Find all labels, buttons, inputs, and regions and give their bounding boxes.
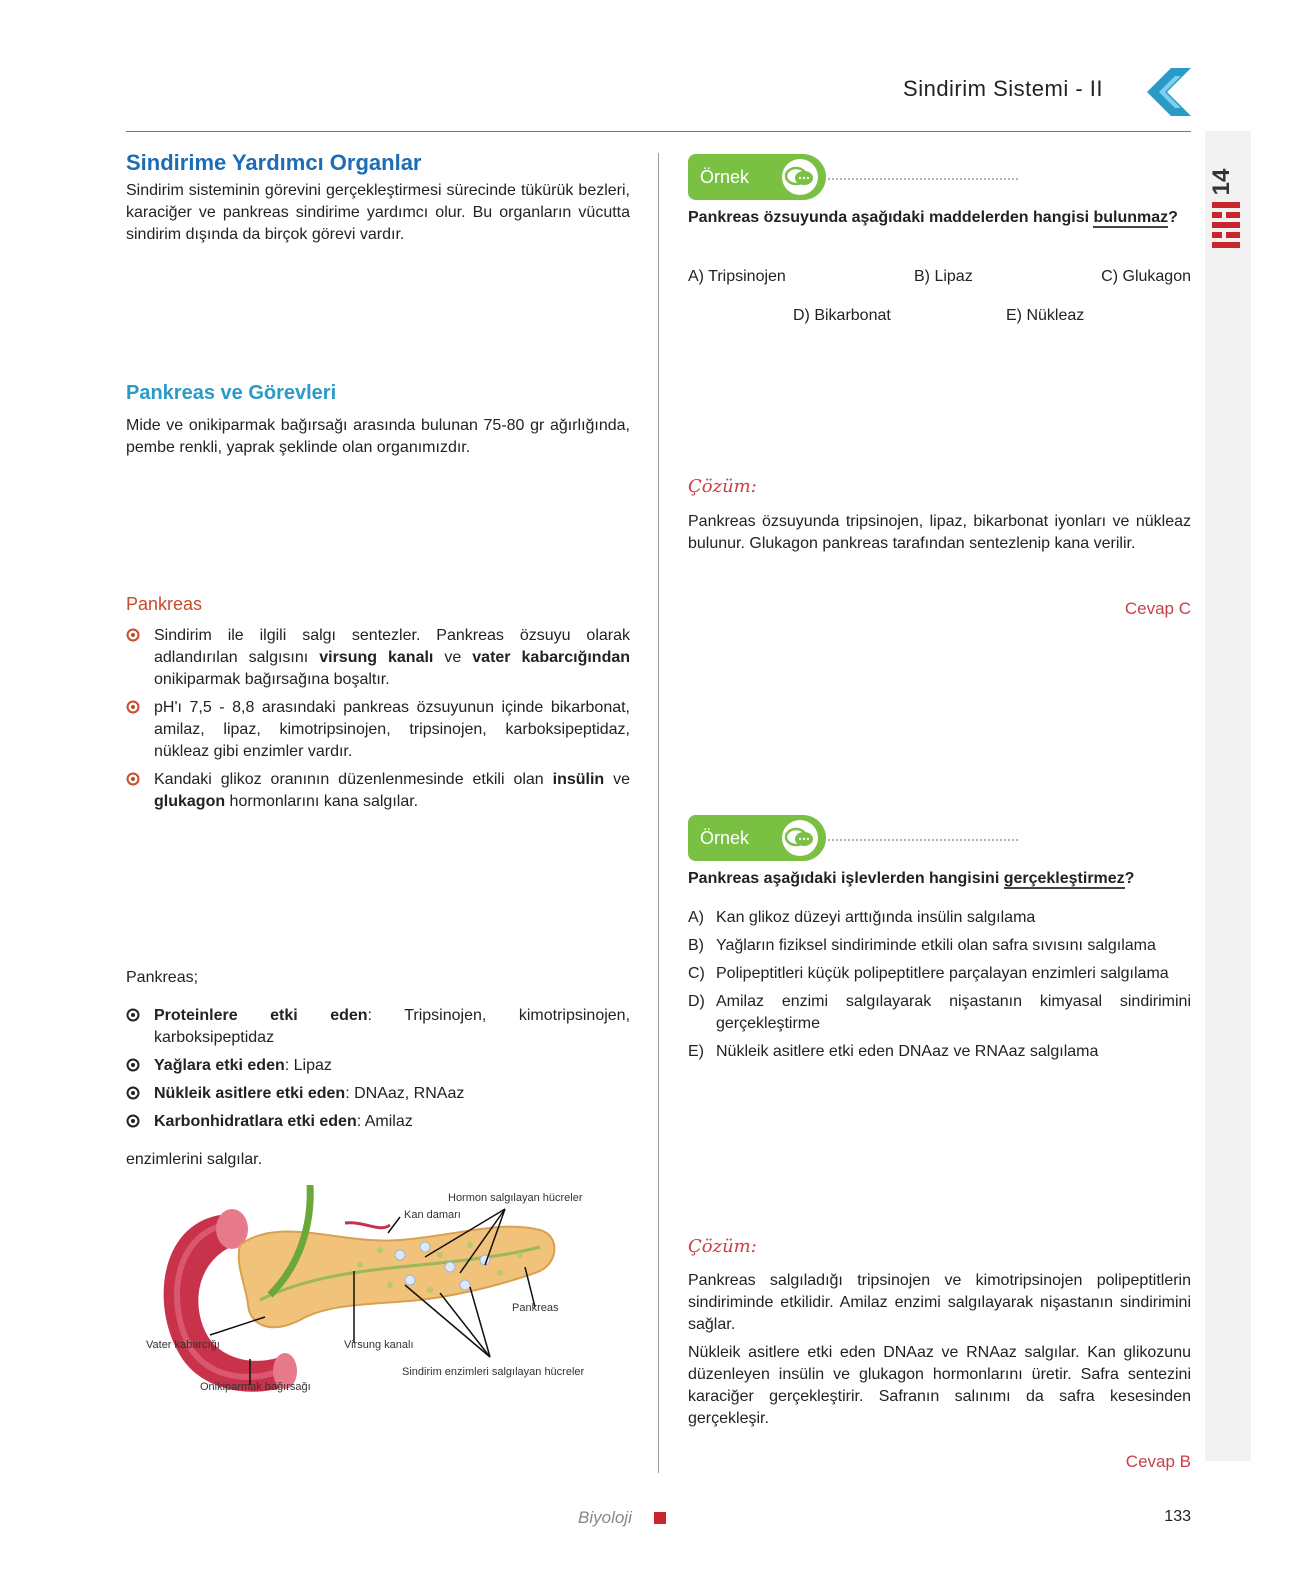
option-b: B) Lipaz — [914, 268, 973, 285]
enzyme-names: : Lipaz — [284, 1057, 332, 1074]
label-enzyme-cells: Sindirim enzimleri salgılayan hücreler — [402, 1366, 585, 1378]
section-title: Pankreas ve Görevleri — [126, 382, 337, 404]
svg-text:14: 14 — [1208, 168, 1235, 196]
example1-question — [688, 207, 1191, 229]
badge-label: Örnek — [700, 828, 750, 848]
solution-text: Nükleik asitlere etki eden DNAaz ve RNAaz salgılar. Kan glikozunu düzenleyen insülin ve glukagon hormonlarını üretir. Safra sentezini karaciğer gerçekleştirir. Safranın salınımı da safra kesesinden gerçekleşir. — [688, 1344, 1191, 1427]
list-item — [126, 697, 630, 763]
column-divider — [658, 153, 659, 1473]
section-title: Pankreas — [126, 594, 203, 614]
bold-term: vater kabarcığından — [472, 649, 631, 666]
option-item — [688, 935, 1191, 957]
option-item — [688, 907, 1191, 929]
question-text: Pankreas özsuyunda aşağıdaki maddelerden hangisi — [688, 209, 1094, 226]
example2-question — [688, 868, 1191, 890]
chat-bubbles-icon — [780, 158, 820, 196]
target-bullet-icon — [126, 1008, 140, 1022]
answer-label: Cevap C — [1124, 599, 1191, 618]
outro-text: enzimlerini salgılar. — [126, 1151, 263, 1168]
list-item — [126, 625, 630, 691]
chevron-left-icon — [1147, 68, 1191, 116]
dotted-rule — [828, 178, 1018, 180]
option-key: B) — [688, 937, 704, 954]
label-blood-vessel: Kan damarı — [404, 1209, 461, 1221]
bold-term: glukagon — [154, 793, 226, 810]
option-item — [688, 991, 1191, 1035]
target-bullet-icon — [126, 772, 140, 786]
footer-square — [654, 1512, 666, 1524]
example-badge — [688, 815, 828, 861]
text: pH'ı 7,5 - 8,8 arasındaki pankreas özsuyunun içinde bikarbonat, amilaz, lipaz, kimotripsinojen, tripsinojen, karboksipeptidaz, nükleaz gibi enzimler vardır. — [154, 699, 630, 760]
target-bullet-icon — [126, 700, 140, 714]
target-bullet-icon — [126, 1086, 140, 1100]
option-d: D) Bikarbonat — [793, 307, 891, 324]
label-pancreas: Pankreas — [512, 1302, 559, 1314]
question-keyword: bulunmaz — [1093, 209, 1169, 226]
list-item — [126, 1083, 630, 1105]
option-key: D) — [688, 993, 705, 1010]
pancreas-figure — [140, 1185, 620, 1425]
list-item — [126, 1111, 630, 1133]
page-number: 133 — [1164, 1508, 1191, 1525]
paragraph: Mide ve onikiparmak bağırsağı arasında bulunan 75-80 gr ağırlığında, pembe renkli, yaprak şeklinde olan organımızdır. — [126, 417, 630, 456]
enzyme-list — [126, 1005, 630, 1133]
target-bullet-icon — [126, 1058, 140, 1072]
text: Sindirim ile ilgili salgı sentezler. Pankreas özsuyu olarak adlandırılan salgısını — [154, 627, 630, 666]
option-key: C) — [688, 965, 705, 982]
paragraph: Sindirim sisteminin görevini gerçekleştirmesi sürecinde tükürük bezleri, karaciğer ve pankreas sindirime yardımcı olur. Bu organların vücutta sindirim dışında da birçok görevi vardır. — [126, 182, 630, 243]
option-text: Polipeptitleri küçük polipeptitlere parçalayan enzimleri salgılama — [716, 965, 1169, 982]
chat-bubbles-icon — [780, 819, 820, 857]
enzyme-target: Nükleik asitlere etki eden — [154, 1085, 346, 1102]
option-text: Kan glikoz düzeyi arttığında insülin salgılama — [716, 909, 1036, 926]
text: onikiparmak bağırsağına boşaltır. — [154, 671, 390, 688]
bullet-list — [126, 625, 630, 813]
option-text: Nükleik asitlere etki eden DNAaz ve RNAaz salgılama — [716, 1043, 1099, 1060]
question-mark: ? — [1124, 870, 1135, 887]
text: ve — [604, 771, 631, 788]
example2-solution — [688, 1270, 1191, 1430]
label-duodenum: Onikiparmak bağırsağı — [200, 1381, 311, 1393]
section-pankreas — [126, 594, 630, 819]
example1-solution — [688, 511, 1191, 555]
option-c: C) Glukagon — [1101, 268, 1191, 285]
section-title: Sindirime Yardımcı Organlar — [126, 150, 422, 175]
dotted-rule — [828, 839, 1018, 841]
list-item — [126, 1055, 630, 1077]
enzyme-names: : DNAaz, RNAaz — [345, 1085, 465, 1102]
chapter-title: Sindirim Sistemi - II — [903, 76, 1103, 101]
option-key: A) — [688, 909, 704, 926]
badge-label: Örnek — [700, 167, 750, 187]
label-virsung: Virsung kanalı — [344, 1339, 414, 1351]
option-item — [688, 963, 1191, 985]
target-bullet-icon — [126, 628, 140, 642]
header-rule — [126, 131, 1191, 132]
solution-text: Pankreas özsuyunda tripsinojen, lipaz, bikarbonat iyonları ve nükleaz bulunur. Glukagon pankreas tarafından sentezlenip kana verilir. — [688, 513, 1191, 552]
target-bullet-icon — [126, 1114, 140, 1128]
answer-label: Cevap B — [1125, 1452, 1191, 1471]
enzyme-names: : Amilaz — [356, 1113, 413, 1130]
option-e: E) Nükleaz — [1006, 307, 1085, 324]
question-keyword: gerçekleştirmez — [1003, 870, 1125, 887]
fasikul-sidebar — [1205, 131, 1251, 1461]
question-mark: ? — [1168, 209, 1178, 226]
example-badge — [688, 154, 828, 200]
section-pankreas-gorevleri — [126, 382, 630, 459]
enzyme-target: Yağlara etki eden — [154, 1057, 285, 1074]
section-yardimci-organlar — [126, 150, 630, 246]
blood-vessel — [345, 1223, 390, 1228]
label-vater: Vater kabarcığı — [146, 1339, 220, 1351]
enzyme-target: Proteinlere etki eden — [154, 1007, 368, 1024]
bold-term: virsung kanalı — [319, 649, 434, 666]
footer-subject: Biyoloji — [578, 1508, 632, 1527]
option-key: E) — [688, 1043, 704, 1060]
fasikul-badge — [1208, 150, 1248, 255]
question-text: Pankreas aşağıdaki işlevlerden hangisini — [688, 870, 1004, 887]
option-item — [688, 1041, 1191, 1063]
option-text: Amilaz enzimi salgılayarak nişastanın kimyasal sindirimini gerçekleştirme — [716, 993, 1191, 1032]
solution-title: Çözüm: — [688, 476, 757, 497]
option-text: Yağların fiziksel sindiriminde etkili olan safra sıvısını salgılama — [716, 937, 1156, 954]
example2-options — [688, 907, 1191, 1069]
option-a: A) Tripsinojen — [688, 268, 786, 285]
list-item — [126, 769, 630, 813]
bold-term: insülin — [552, 771, 605, 788]
enzyme-names: : Tripsinojen, kimotripsinojen, karboksipeptidaz — [154, 1007, 631, 1046]
text: hormonlarını kana salgılar. — [225, 793, 419, 810]
solution-text: Pankreas salgıladığı tripsinojen ve kimotripsinojen polipeptitlerin sindiriminde etkilidir. Amilaz enzimi salgılayarak nişastanın sindirimini sağlar. — [688, 1272, 1191, 1333]
section-enzymes — [126, 967, 630, 1171]
label-hormone-cells: Hormon salgılayan hücreler — [448, 1192, 583, 1204]
enzyme-target: Karbonhidratlara etki eden — [154, 1113, 357, 1130]
text: ve — [433, 649, 473, 666]
text: Kandaki glikoz oranının düzenlenmesinde etkili olan — [154, 771, 553, 788]
intro-text: Pankreas; — [126, 969, 199, 986]
list-item — [126, 1005, 630, 1049]
solution-title: Çözüm: — [688, 1236, 757, 1257]
